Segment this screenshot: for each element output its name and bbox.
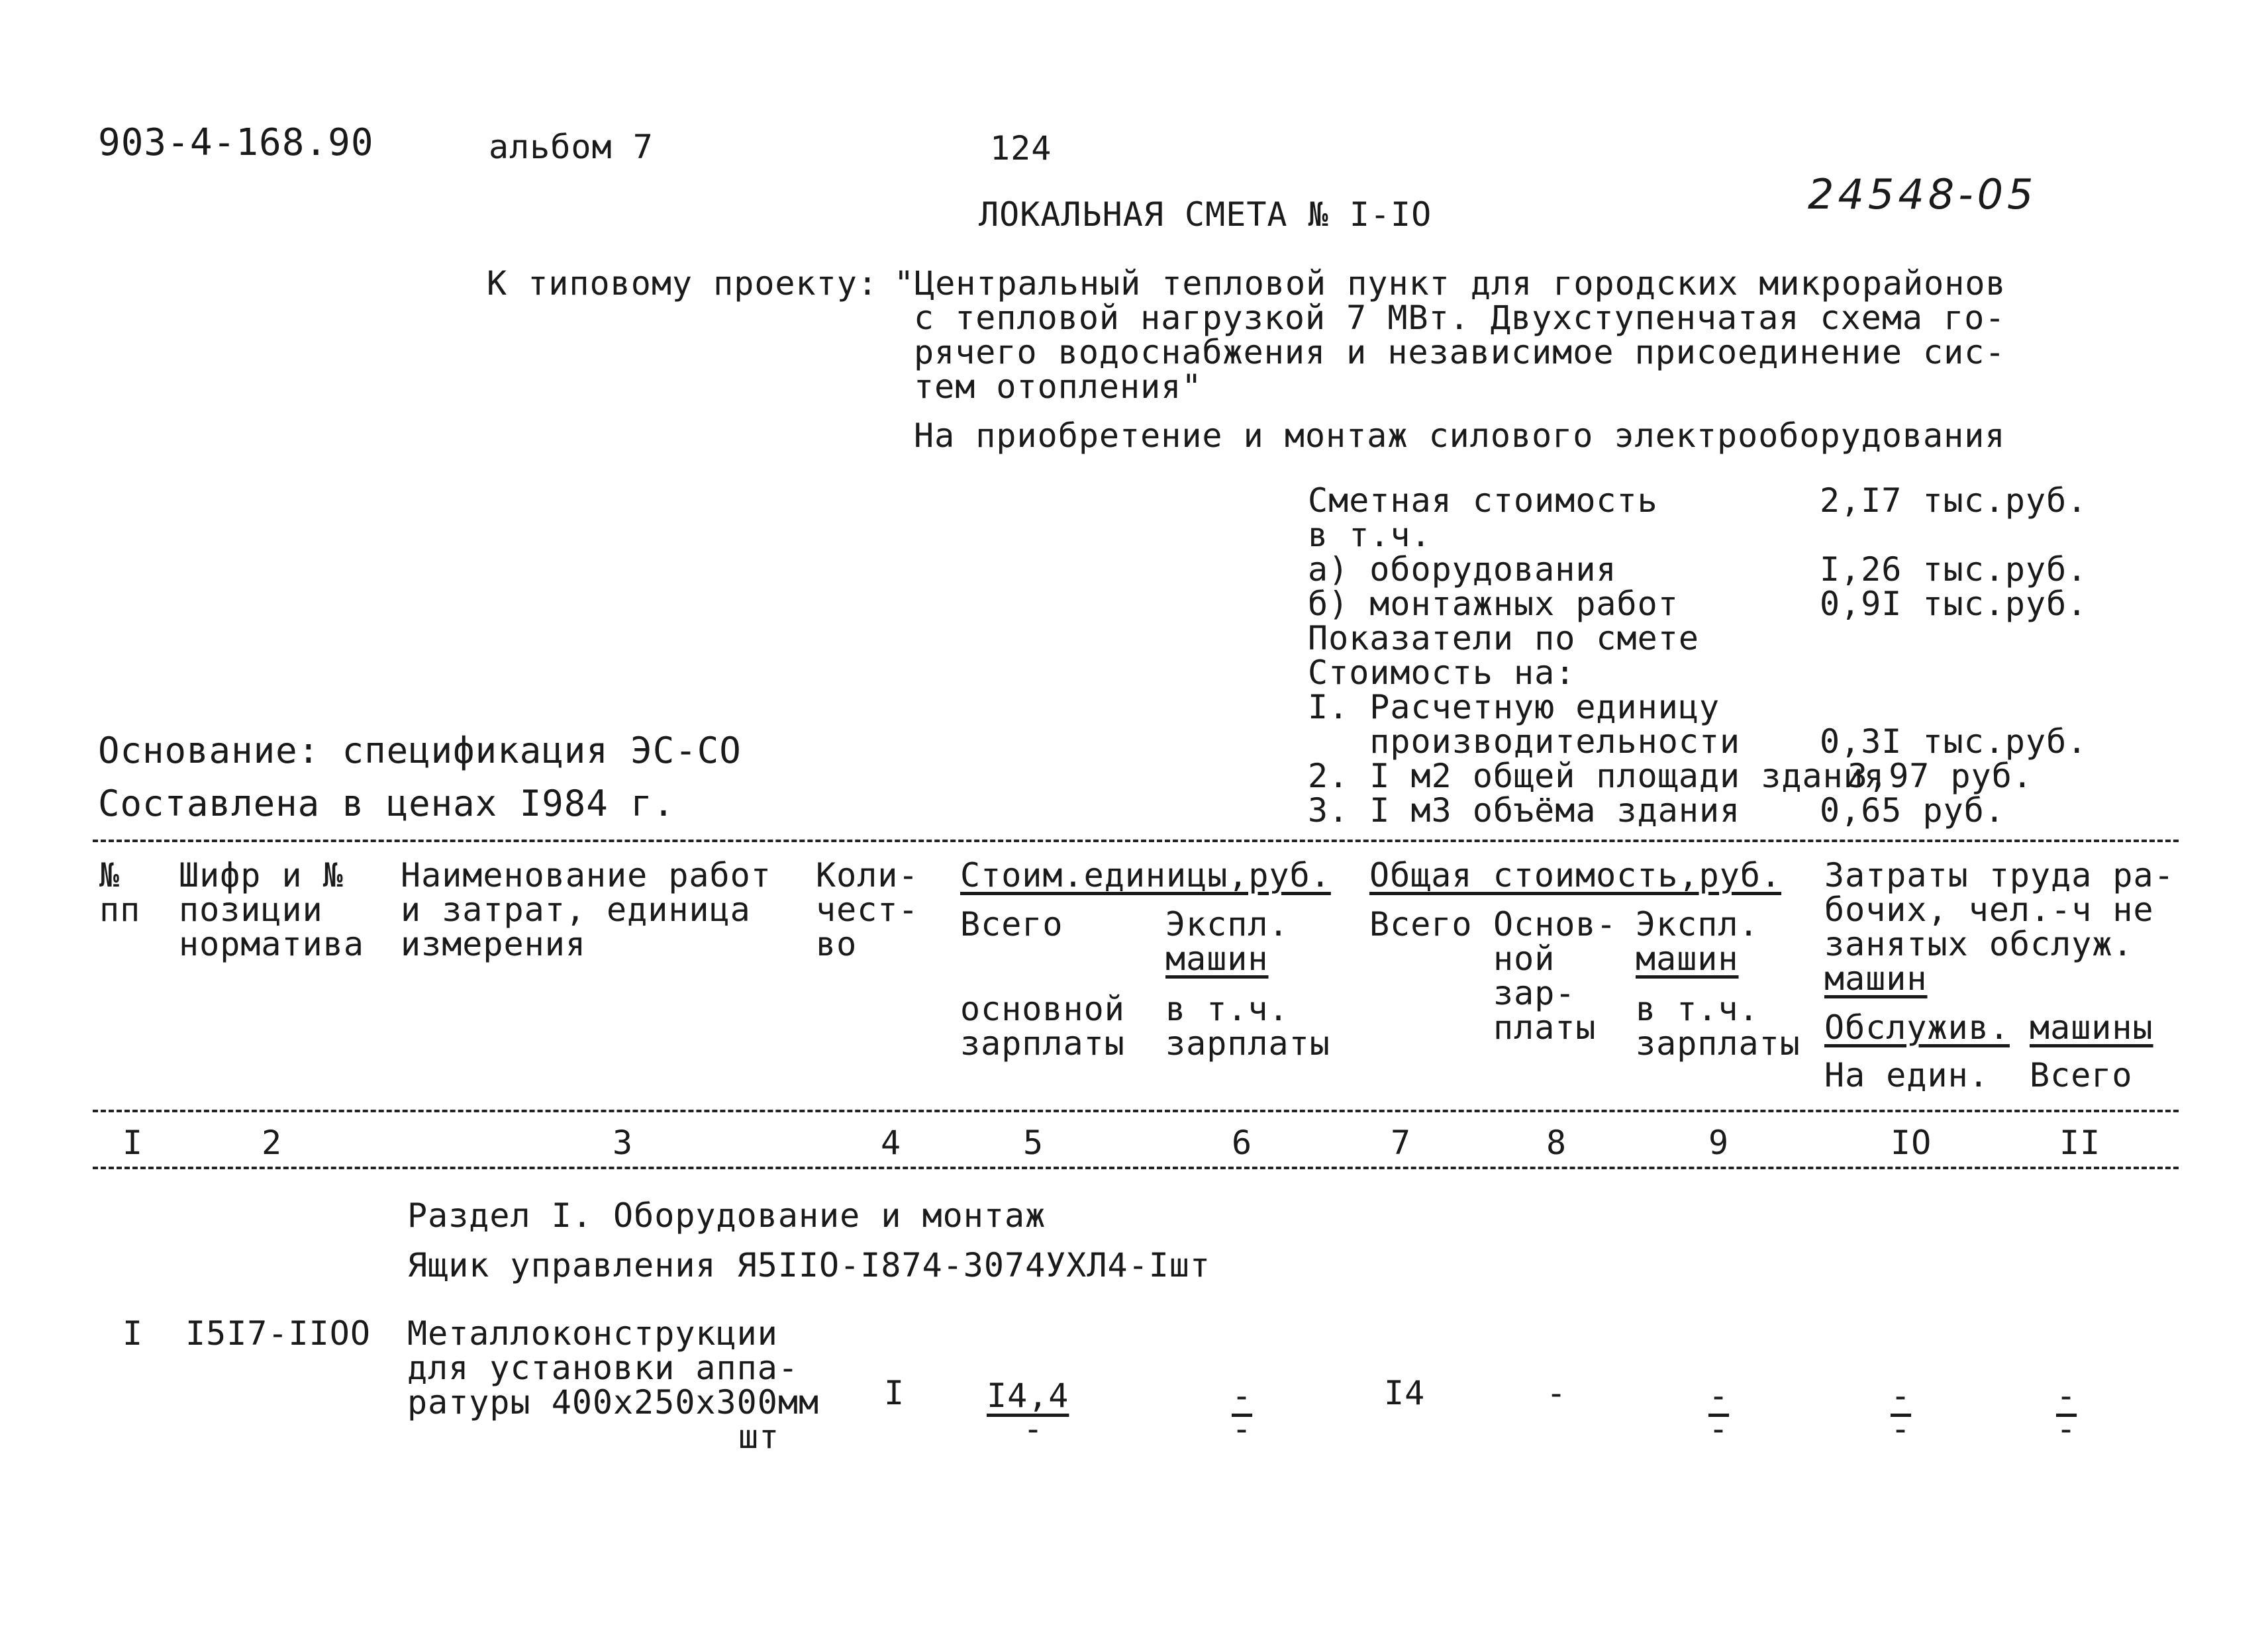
total-ekspl-salary: - [1708,1410,1730,1448]
total-base-salary: - [1546,1374,1567,1412]
section-title: Раздел I. Оборудование и монтаж [407,1196,1046,1235]
summary-label: в т.ч. [1308,516,1432,554]
handwritten-number: 24548-05 [1808,170,2038,218]
column-number: 5 [1023,1124,1044,1162]
unit-osn-line: зарплаты [960,1024,1125,1063]
column-number: 2 [262,1124,283,1162]
row-quantity: I [884,1374,905,1412]
col4-line: Коли- [816,856,919,894]
col3-line: измерения [401,925,586,963]
row-name-line: для установки аппа- [407,1349,799,1387]
unit-ekspl: Экспл. [1165,905,1289,943]
unit-vsego: Всего [960,905,1063,943]
project-line-4: тем отопления" [914,367,1203,406]
col4-line: чест- [816,891,919,929]
unit-total: I4,4 [987,1376,1069,1415]
col1-line: пп [99,891,141,929]
summary-value: 0,9I тыс.руб. [1820,585,2088,623]
column-number: II [2059,1124,2101,1162]
page-number: 124 [990,129,1052,168]
summary-label: б) монтажных работ [1308,585,1679,623]
unit-mashin: машин [1165,940,1269,978]
unit-ekspl-salary: - [1232,1410,1253,1448]
total-mashin: машин [1636,940,1739,978]
column-number: 4 [881,1124,902,1162]
total-osn-line: ной [1493,940,1555,978]
summary-label: 3. I м3 объёма здания [1308,791,1741,830]
column-number: I [123,1124,144,1162]
total-ekspl: Экспл. [1636,905,1759,943]
total-cost-group: Общая стоимость,руб. [1369,856,1782,894]
summary-label: Показатели по смете [1308,619,1699,657]
basis-prices: Составлена в ценах I984 г. [98,783,675,824]
header-bottom-rule [93,1110,2179,1112]
labor-total-machines: - [2056,1410,2077,1448]
document-code: 903-4-168.90 [98,121,374,164]
total-ekspl: - [1708,1376,1730,1415]
column-number: IO [1891,1124,1932,1162]
column-number: 9 [1708,1124,1730,1162]
col2-line: норматива [179,925,364,963]
labor-na-edin: На един. [1824,1056,1989,1094]
row-code: I5I7-IIОО [185,1314,371,1353]
labor-per-unit: - [1891,1376,1912,1415]
project-line-2: с тепловой нагрузкой 7 МВт. Двухступенчатая схема го- [914,299,2006,337]
summary-label: производительности [1308,722,1741,761]
labor-group-line: машин [1824,959,1928,998]
total-vtch-line: в т.ч. [1636,990,1759,1028]
basis-spec: Основание: спецификация ЭС-СО [98,730,742,771]
column-number: 8 [1546,1124,1567,1162]
summary-value: 3,97 руб. [1848,757,2033,795]
total-osn-line: платы [1493,1008,1597,1047]
section-subtitle: Ящик управления Я5IIО-I874-3074УХЛ4-Iшт [407,1246,1210,1284]
unit-vtch-line: зарплаты [1165,1024,1330,1063]
labor-vsego: Всего [2030,1056,2133,1094]
labor-obsluzhiv: Обслужив. [1824,1008,2010,1047]
project-line-3: рячего водоснабжения и независимое присоединение сис- [914,333,2006,371]
summary-label: Сметная стоимость [1308,481,1658,520]
labor-group-line: занятых обслуж. [1824,925,2134,963]
project-line-1: "Центральный тепловой пункт для городских микрорайонов [894,264,2006,303]
summary-value: 0,3I тыс.руб. [1820,722,2088,761]
album-label: альбом 7 [489,128,654,166]
summary-value: I,26 тыс.руб. [1820,550,2088,589]
col2-line: Шифр и № [179,856,344,894]
project-purpose: На приобретение и монтаж силового электрооборудования [914,416,2006,455]
total-cost: I4 [1384,1374,1426,1412]
total-vtch-line: зарплаты [1636,1024,1800,1063]
col2-line: позиции [179,891,323,929]
summary-label: 2. I м2 общей площади здания [1308,757,1885,795]
summary-label: Стоимость на: [1308,653,1576,692]
column-number: 7 [1391,1124,1412,1162]
column-number: 6 [1232,1124,1253,1162]
unit-vtch-line: в т.ч. [1165,990,1289,1028]
col3-line: и затрат, единица [401,891,751,929]
row-unit: шт [738,1418,780,1456]
project-label: К типовому проекту: [487,264,878,303]
col1-line: № [99,856,121,894]
row-name-line: ратуры 400х250х300мм [407,1383,820,1422]
col4-line: во [816,925,858,963]
numbers-bottom-rule [93,1167,2179,1169]
col3-line: Наименование работ [401,856,771,894]
labor-per-unit-machines: - [1891,1410,1912,1448]
summary-value: 0,65 руб. [1820,791,2005,830]
summary-label: I. Расчетную единицу [1308,688,1720,726]
unit-cost-group: Стоим.единицы,руб. [960,856,1331,894]
labor-mashiny: машины [2030,1008,2153,1047]
total-vsego: Всего [1369,905,1473,943]
summary-label: а) оборудования [1308,550,1617,589]
row-number: I [123,1314,144,1353]
labor-group-line: Затраты труда ра- [1824,856,2175,894]
unit-base-salary: - [1023,1410,1044,1448]
labor-group-line: бочих, чел.-ч не [1824,891,2154,929]
table-top-rule [93,840,2179,842]
total-osn-line: Основ- [1493,905,1617,943]
unit-osn-line: основной [960,990,1125,1028]
total-osn-line: зар- [1493,974,1576,1012]
unit-ekspl: - [1232,1376,1253,1415]
labor-total: - [2056,1376,2077,1415]
row-name-line: Металлоконструкции [407,1314,778,1353]
column-number: 3 [613,1124,634,1162]
estimate-title: ЛОКАЛЬНАЯ СМЕТА № I-IO [979,195,1432,234]
summary-value: 2,I7 тыс.руб. [1820,481,2088,520]
